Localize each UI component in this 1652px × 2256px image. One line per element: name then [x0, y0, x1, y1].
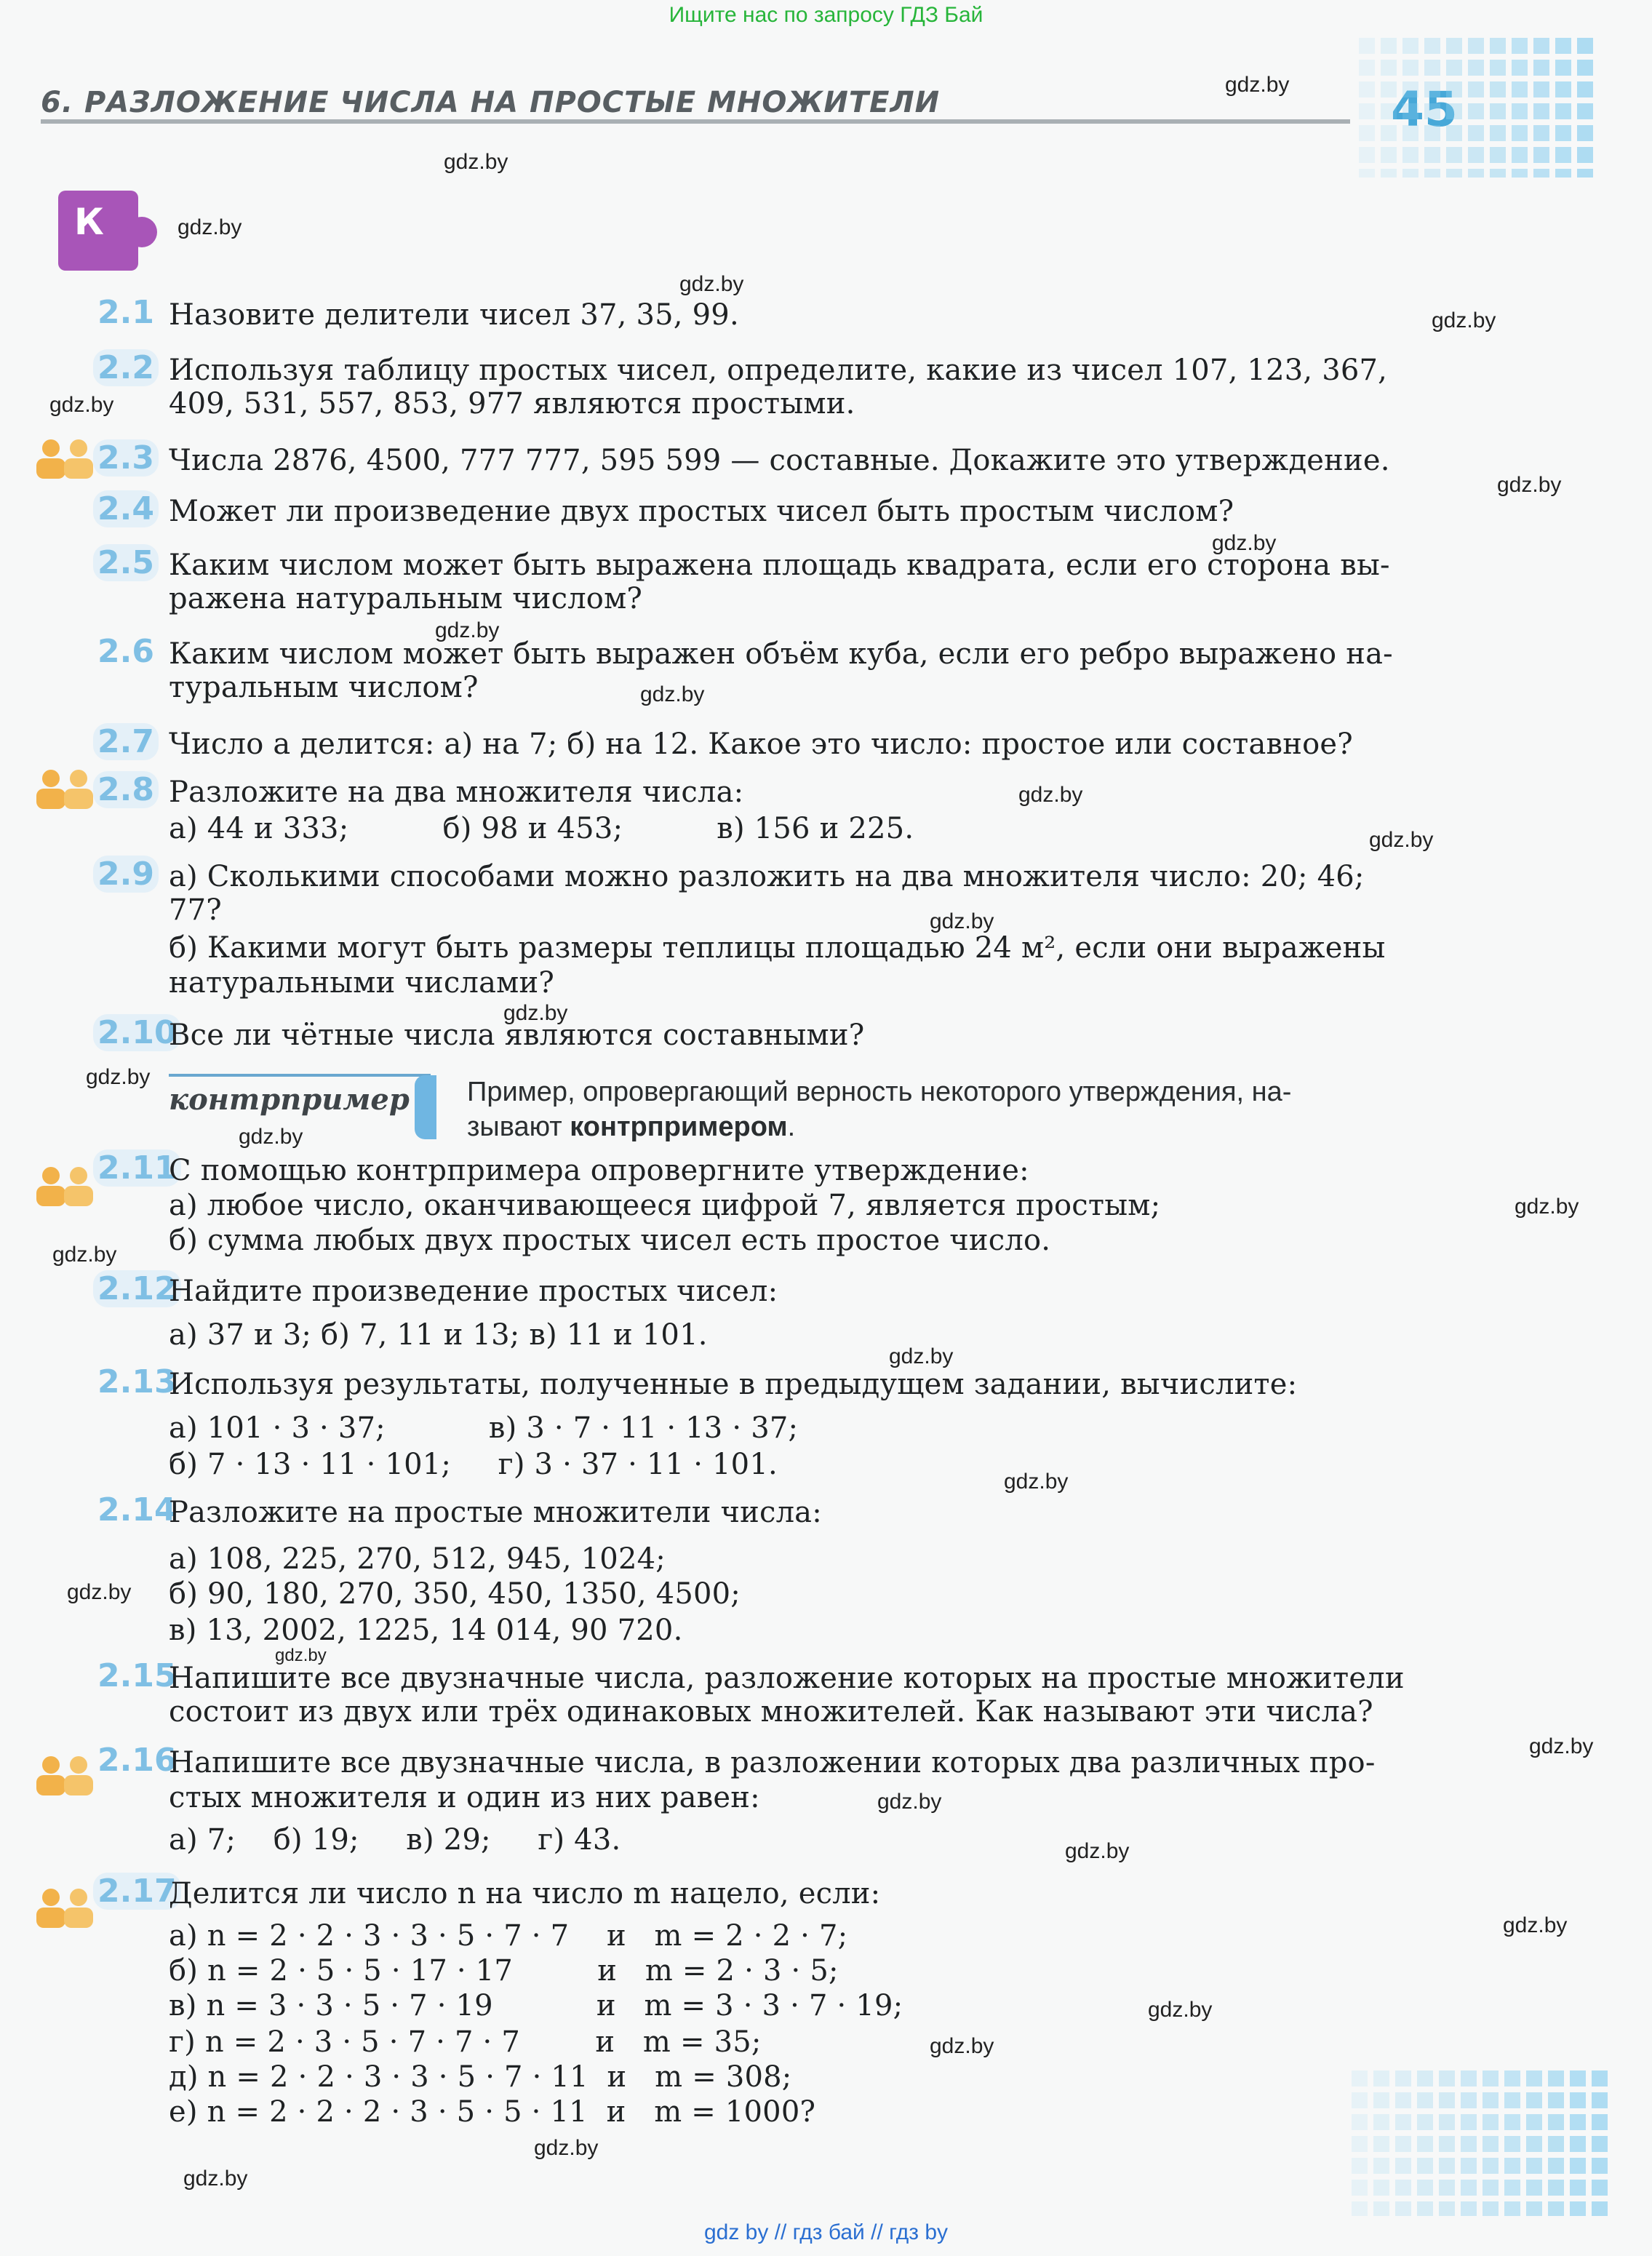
watermark-text: gdz.by	[177, 215, 242, 239]
exercise-text-line: С помощью контрпримера опровергните утверждение:	[169, 1154, 1029, 1187]
exercise-number: 2.15	[97, 1657, 177, 1694]
exercise-number: 2.1	[97, 294, 154, 331]
exercise-number: 2.10	[93, 1014, 181, 1051]
exercise-number: 2.2	[93, 349, 159, 386]
footer-links: gdz by // гдз бай // гдз by	[703, 2220, 949, 2244]
watermark-text: gdz.by	[679, 272, 744, 296]
exercise-number: 2.12	[93, 1270, 181, 1307]
exercise-text-line: туральным числом?	[169, 671, 479, 704]
exercise-text-line: в) 13, 2002, 1225, 14 014, 90 720.	[169, 1614, 683, 1647]
watermark-text: gdz.by	[435, 618, 500, 642]
exercise-number: 2.5	[93, 544, 159, 581]
exercise-text-line: б) n = 2 · 5 · 5 · 17 · 17 и m = 2 · 3 · 5;	[169, 1954, 839, 1988]
watermark-text: gdz.by	[1148, 1998, 1213, 2022]
exercise-number: 2.16	[97, 1742, 177, 1779]
exercise-number: 2.7	[93, 723, 159, 760]
exercise-text-line: Делится ли число n на число m нацело, если:	[169, 1877, 881, 1910]
exercise-text-line: Все ли чётные числа являются составными?	[169, 1019, 865, 1052]
watermark-text: gdz.by	[930, 909, 994, 933]
exercise-text-line: е) n = 2 · 2 · 2 · 3 · 5 · 5 · 11 и m = 1000?	[169, 2095, 816, 2129]
watermark-text: gdz.by	[1515, 1195, 1579, 1219]
exercise-number: 2.13	[97, 1363, 177, 1400]
exercise-text-line: Назовите делители чисел 37, 35, 99.	[169, 298, 739, 332]
watermark-small: gdz.by	[275, 1646, 327, 1665]
exercise-text-line: натуральными числами?	[169, 966, 554, 1000]
exercise-text-line: а) 108, 225, 270, 512, 945, 1024;	[169, 1542, 666, 1576]
exercise-text-line: а) 44 и 333; б) 98 и 453; в) 156 и 225.	[169, 812, 914, 845]
watermark-text: gdz.by	[503, 1001, 568, 1025]
watermark-text: gdz.by	[67, 1580, 132, 1604]
pair-work-icon	[33, 1753, 99, 1798]
exercise-text-line: стых множителя и один из них равен:	[169, 1781, 760, 1814]
exercise-text-line: б) 90, 180, 270, 350, 450, 1350, 4500;	[169, 1577, 741, 1611]
definition-bold-term: контрпримером	[570, 1112, 788, 1142]
exercise-text-line: а) n = 2 · 2 · 3 · 3 · 5 · 7 · 7 и m = 2 · 2 · 7;	[169, 1919, 848, 1953]
watermark-text: gdz.by	[877, 1790, 942, 1814]
watermark-text: gdz.by	[49, 393, 114, 417]
exercise-text-line: Каким числом может быть выражен объём куба, если его ребро выражено на-	[169, 637, 1393, 671]
watermark-text: gdz.by	[1225, 73, 1290, 97]
exercise-text-line: Напишите все двузначные числа, разложение которых на простые множители	[169, 1662, 1405, 1695]
exercise-number: 2.9	[93, 856, 159, 893]
exercise-text-line: г) n = 2 · 3 · 5 · 7 · 7 · 7 и m = 35;	[169, 2025, 762, 2059]
exercise-number: 2.4	[93, 490, 159, 527]
top-banner: Ищите нас по запросу ГДЗ Бай	[669, 3, 983, 27]
watermark-text: gdz.by	[52, 1243, 117, 1267]
watermark-text: gdz.by	[239, 1125, 303, 1149]
exercise-text-line: Используя таблицу простых чисел, определите, какие из чисел 107, 123, 367,	[169, 354, 1388, 387]
header-rule	[41, 119, 1350, 124]
puzzle-k-icon	[58, 191, 138, 271]
exercise-text-line: а) 37 и 3; б) 7, 11 и 13; в) 11 и 101.	[169, 1318, 708, 1352]
exercise-text-line: Может ли произведение двух простых чисел быть простым числом?	[169, 495, 1234, 528]
term-label: контрпример	[169, 1083, 410, 1117]
exercise-text-line: д) n = 2 · 2 · 3 · 3 · 5 · 7 · 11 и m = 308;	[169, 2060, 792, 2094]
exercise-text-line: Напишите все двузначные числа, в разложении которых два различных про-	[169, 1746, 1376, 1779]
exercise-text-line: Разложите на два множителя числа:	[169, 776, 744, 809]
exercise-text-line: 77?	[169, 893, 222, 927]
exercise-text-line: в) n = 3 · 3 · 5 · 7 · 19 и m = 3 · 3 · 7 · 19;	[169, 1989, 903, 2022]
watermark-text: gdz.by	[640, 682, 705, 706]
exercise-text-line: а) 7; б) 19; в) 29; г) 43.	[169, 1823, 621, 1857]
watermark-text: gdz.by	[1065, 1839, 1130, 1863]
pair-work-icon	[33, 1164, 99, 1209]
watermark-text: gdz.by	[1529, 1734, 1594, 1758]
exercise-text-line: Разложите на простые множители числа:	[169, 1496, 822, 1529]
watermark-text: gdz.by	[1497, 473, 1562, 497]
pair-work-icon	[33, 767, 99, 812]
pair-work-icon	[33, 1886, 99, 1931]
exercise-text-line: б) сумма любых двух простых чисел есть простое число.	[169, 1224, 1051, 1257]
definition-line-1: Пример, опровергающий верность некоторого утверждения, на-	[467, 1077, 1292, 1107]
exercise-number: 2.3	[93, 439, 159, 477]
definition-prefix: зывают	[467, 1112, 570, 1142]
exercise-text-line: Число a делится: а) на 7; б) на 12. Какое это число: простое или составное?	[169, 728, 1353, 761]
watermark-text: gdz.by	[1503, 1913, 1568, 1937]
definition-line-2	[467, 1112, 795, 1143]
page-title: 6. РАЗЛОЖЕНИЕ ЧИСЛА НА ПРОСТЫЕ МНОЖИТЕЛИ	[41, 86, 941, 119]
watermark-text: gdz.by	[183, 2167, 248, 2191]
watermark-text: gdz.by	[1212, 531, 1277, 555]
exercise-text-line: 409, 531, 557, 853, 977 являются простыми.	[169, 387, 855, 420]
exercise-number: 2.17	[93, 1873, 181, 1910]
exercise-text-line: ражена натуральным числом?	[169, 582, 643, 615]
watermark-text: gdz.by	[1369, 828, 1434, 852]
exercise-text-line: а) Сколькими способами можно разложить на два множителя число: 20; 46;	[169, 860, 1365, 893]
definition-suffix: .	[787, 1112, 796, 1142]
watermark-text: gdz.by	[1004, 1470, 1069, 1494]
exercise-text-line: Числа 2876, 4500, 777 777, 595 599 — составные. Докажите это утверждение.	[169, 444, 1390, 477]
watermark-text: gdz.by	[534, 2136, 599, 2160]
exercise-text-line: Используя результаты, полученные в предыдущем задании, вычислите:	[169, 1368, 1298, 1401]
exercise-text-line: а) 101 · 3 · 37; в) 3 · 7 · 11 · 13 · 37;	[169, 1411, 799, 1445]
exercise-number: 2.6	[97, 633, 154, 670]
definition-marker	[415, 1075, 436, 1139]
term-underline	[169, 1074, 431, 1077]
exercise-number: 2.8	[93, 771, 159, 808]
exercise-number: 2.11	[93, 1149, 181, 1187]
badge-letter: К	[74, 201, 104, 243]
page-number: 45	[1391, 81, 1458, 137]
watermark-text: gdz.by	[444, 150, 508, 174]
exercise-text-line: б) 7 · 13 · 11 · 101; г) 3 · 37 · 11 · 101.	[169, 1448, 778, 1481]
exercise-text-line: Каким числом может быть выражена площадь квадрата, если его сторона вы-	[169, 549, 1390, 582]
watermark-text: gdz.by	[1018, 783, 1083, 807]
decor-dots-top	[1359, 38, 1599, 178]
watermark-text: gdz.by	[930, 2034, 994, 2058]
exercise-text-line: а) любое число, оканчивающееся цифрой 7, является простым;	[169, 1189, 1161, 1222]
exercise-number: 2.14	[97, 1491, 177, 1528]
pair-work-icon	[33, 437, 99, 482]
watermark-text: gdz.by	[889, 1344, 954, 1368]
exercise-text-line: состоит из двух или трёх одинаковых множителей. Как называют эти числа?	[169, 1695, 1373, 1729]
watermark-text: gdz.by	[86, 1065, 151, 1089]
exercise-text-line: Найдите произведение простых чисел:	[169, 1275, 778, 1308]
watermark-text: gdz.by	[1432, 308, 1496, 332]
exercise-text-line: б) Какими могут быть размеры теплицы площадью 24 м², если они выражены	[169, 931, 1386, 965]
decor-dots-bottom	[1352, 2070, 1613, 2216]
